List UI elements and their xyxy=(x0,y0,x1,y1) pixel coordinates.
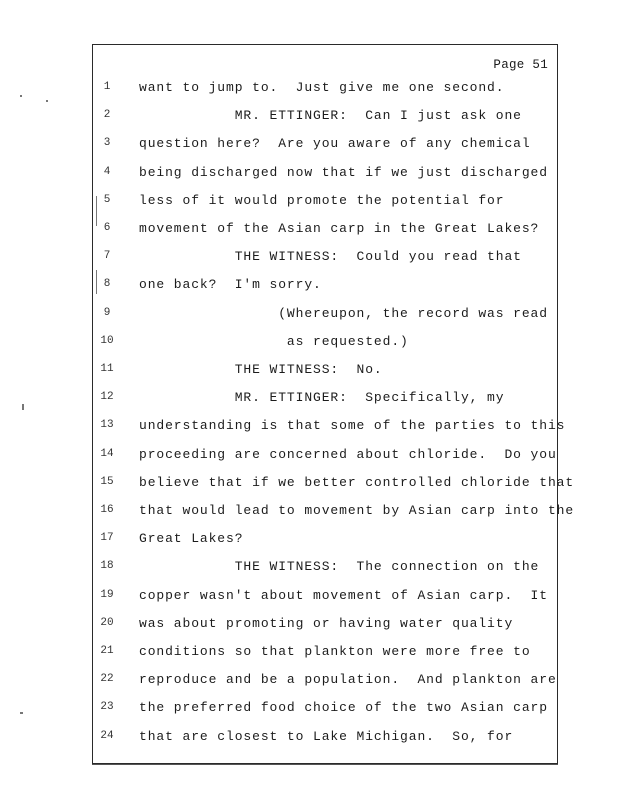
line-number: 22 xyxy=(100,673,114,686)
page-number: Page 51 xyxy=(493,58,548,72)
line-number: 23 xyxy=(100,701,114,714)
transcript-line: MR. ETTINGER: Specifically, my xyxy=(139,390,505,406)
line-number: 2 xyxy=(103,109,111,122)
line-number: 15 xyxy=(100,475,114,488)
transcript-line: question here? Are you aware of any chemical xyxy=(139,136,531,152)
transcript-line: Great Lakes? xyxy=(139,531,244,547)
transcript-line: copper wasn't about movement of Asian carp. It xyxy=(139,587,548,603)
line-number: 5 xyxy=(103,193,111,206)
transcript-line: reproduce and be a population. And plankton are xyxy=(139,672,557,688)
line-number: 7 xyxy=(103,250,111,263)
transcript-line: THE WITNESS: No. xyxy=(139,362,383,377)
transcript-line: being discharged now that if we just discharged xyxy=(139,164,548,180)
transcript-line: MR. ETTINGER: Can I just ask one xyxy=(139,108,522,124)
scan-speck xyxy=(46,100,48,102)
line-number: 9 xyxy=(103,306,111,319)
transcript-line: that are closest to Lake Michigan. So, for xyxy=(139,728,514,744)
transcript-line: the preferred food choice of the two Asian carp xyxy=(139,700,548,716)
transcript-line: THE WITNESS: Could you read that xyxy=(139,249,522,265)
line-number: 14 xyxy=(100,447,114,460)
transcript-line: proceeding are concerned about chloride. Do you xyxy=(139,446,557,462)
transcript-line: one back? I'm sorry. xyxy=(139,277,322,293)
scan-speck xyxy=(20,712,23,714)
line-number: 24 xyxy=(100,729,114,742)
line-number: 3 xyxy=(103,137,111,150)
line-number: 13 xyxy=(100,419,114,432)
line-number: 19 xyxy=(100,588,114,601)
page-bottom-rule xyxy=(92,764,558,765)
transcript-line: understanding is that some of the parties to this xyxy=(139,418,566,434)
line-number: 17 xyxy=(100,532,114,545)
scan-speck xyxy=(20,95,22,97)
line-number: 6 xyxy=(103,222,111,234)
transcript-line: (Whereupon, the record was read xyxy=(139,305,548,321)
line-number: 10 xyxy=(100,334,114,347)
line-number: 20 xyxy=(100,616,114,629)
transcript-line: that would lead to movement by Asian carp into the xyxy=(139,503,575,518)
line-number: 21 xyxy=(100,645,114,657)
line-number: 16 xyxy=(100,504,114,516)
line-number: 4 xyxy=(103,165,111,178)
transcript-line: was about promoting or having water quality xyxy=(139,615,514,631)
transcript-line: conditions so that plankton were more free to xyxy=(139,644,531,659)
scan-speck xyxy=(22,404,24,410)
transcript-line: as requested.) xyxy=(139,333,409,349)
line-number: 8 xyxy=(103,278,111,291)
line-number: 11 xyxy=(100,363,114,375)
transcript-line: THE WITNESS: The connection on the xyxy=(139,559,540,575)
transcript-line: believe that if we better controlled chloride that xyxy=(139,474,575,490)
transcript-line: movement of the Asian carp in the Great Lakes? xyxy=(139,221,540,236)
line-number: 1 xyxy=(103,81,111,93)
scan-speck xyxy=(96,270,97,294)
line-number: 12 xyxy=(100,391,114,404)
line-number: 18 xyxy=(100,560,114,573)
scan-speck xyxy=(96,196,97,226)
transcript-line: want to jump to. Just give me one second. xyxy=(139,80,505,95)
transcript-line: less of it would promote the potential for xyxy=(139,192,505,208)
